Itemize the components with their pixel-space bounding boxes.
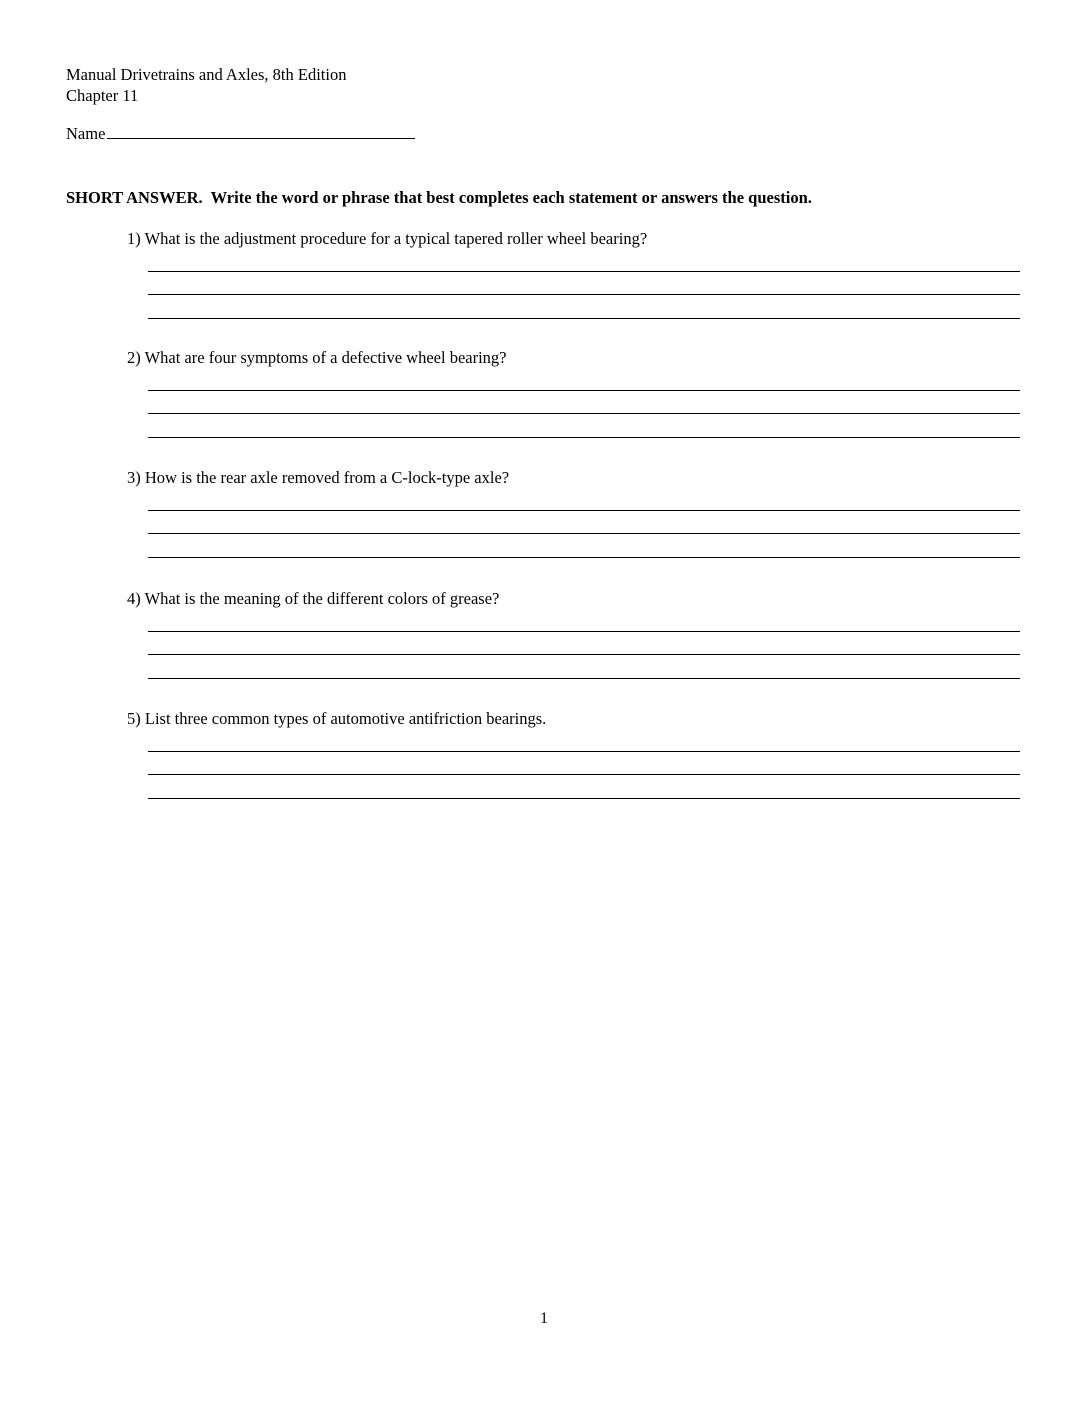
document-header [66,64,346,106]
question-text [127,709,1020,728]
name-label: Name [66,124,106,143]
page-number: 1 [540,1310,548,1327]
answer-lines [148,608,1020,679]
answer-line [148,534,1020,558]
answer-line [148,367,1020,391]
answer-line [148,752,1020,776]
answer-line [148,608,1020,632]
name-row [66,123,415,143]
question-4 [127,589,1020,679]
answer-line [148,728,1020,752]
answer-lines [148,487,1020,558]
question-body: How is the rear axle removed from a C-lock-type axle? [144,468,510,487]
answer-line [148,414,1020,438]
answer-line [148,295,1020,319]
question-number: 4) [127,589,141,608]
answer-line [148,511,1020,535]
document-title: Manual Drivetrains and Axles, 8th Edition [66,65,347,84]
question-2 [127,348,1020,438]
question-text [127,229,1020,248]
answer-lines [148,367,1020,438]
question-number: 5) [127,709,141,728]
question-number: 3) [127,468,141,487]
question-5 [127,709,1020,799]
question-body: List three common types of automotive antifriction bearings. [144,709,547,728]
name-blank-line [107,123,415,139]
answer-line [148,487,1020,511]
question-body: What are four symptoms of a defective wheel bearing? [144,348,507,367]
question-number: 2) [127,348,141,367]
section-heading: SHORT ANSWER. Write the word or phrase that best completes each statement or answers the question. [66,188,812,207]
answer-lines [148,248,1020,319]
question-text [127,348,1020,367]
answer-lines [148,728,1020,799]
answer-line [148,391,1020,415]
answer-line [148,632,1020,656]
answer-line [148,272,1020,296]
question-body: What is the meaning of the different colors of grease? [144,589,500,608]
answer-line [148,248,1020,272]
answer-line [148,655,1020,679]
question-text [127,468,1020,487]
chapter-subtitle: Chapter 11 [66,86,139,105]
question-number: 1) [127,229,141,248]
question-body: What is the adjustment procedure for a typical tapered roller wheel bearing? [144,229,648,248]
question-3 [127,468,1020,558]
question-text [127,589,1020,608]
answer-line [148,775,1020,799]
question-1 [127,229,1020,319]
